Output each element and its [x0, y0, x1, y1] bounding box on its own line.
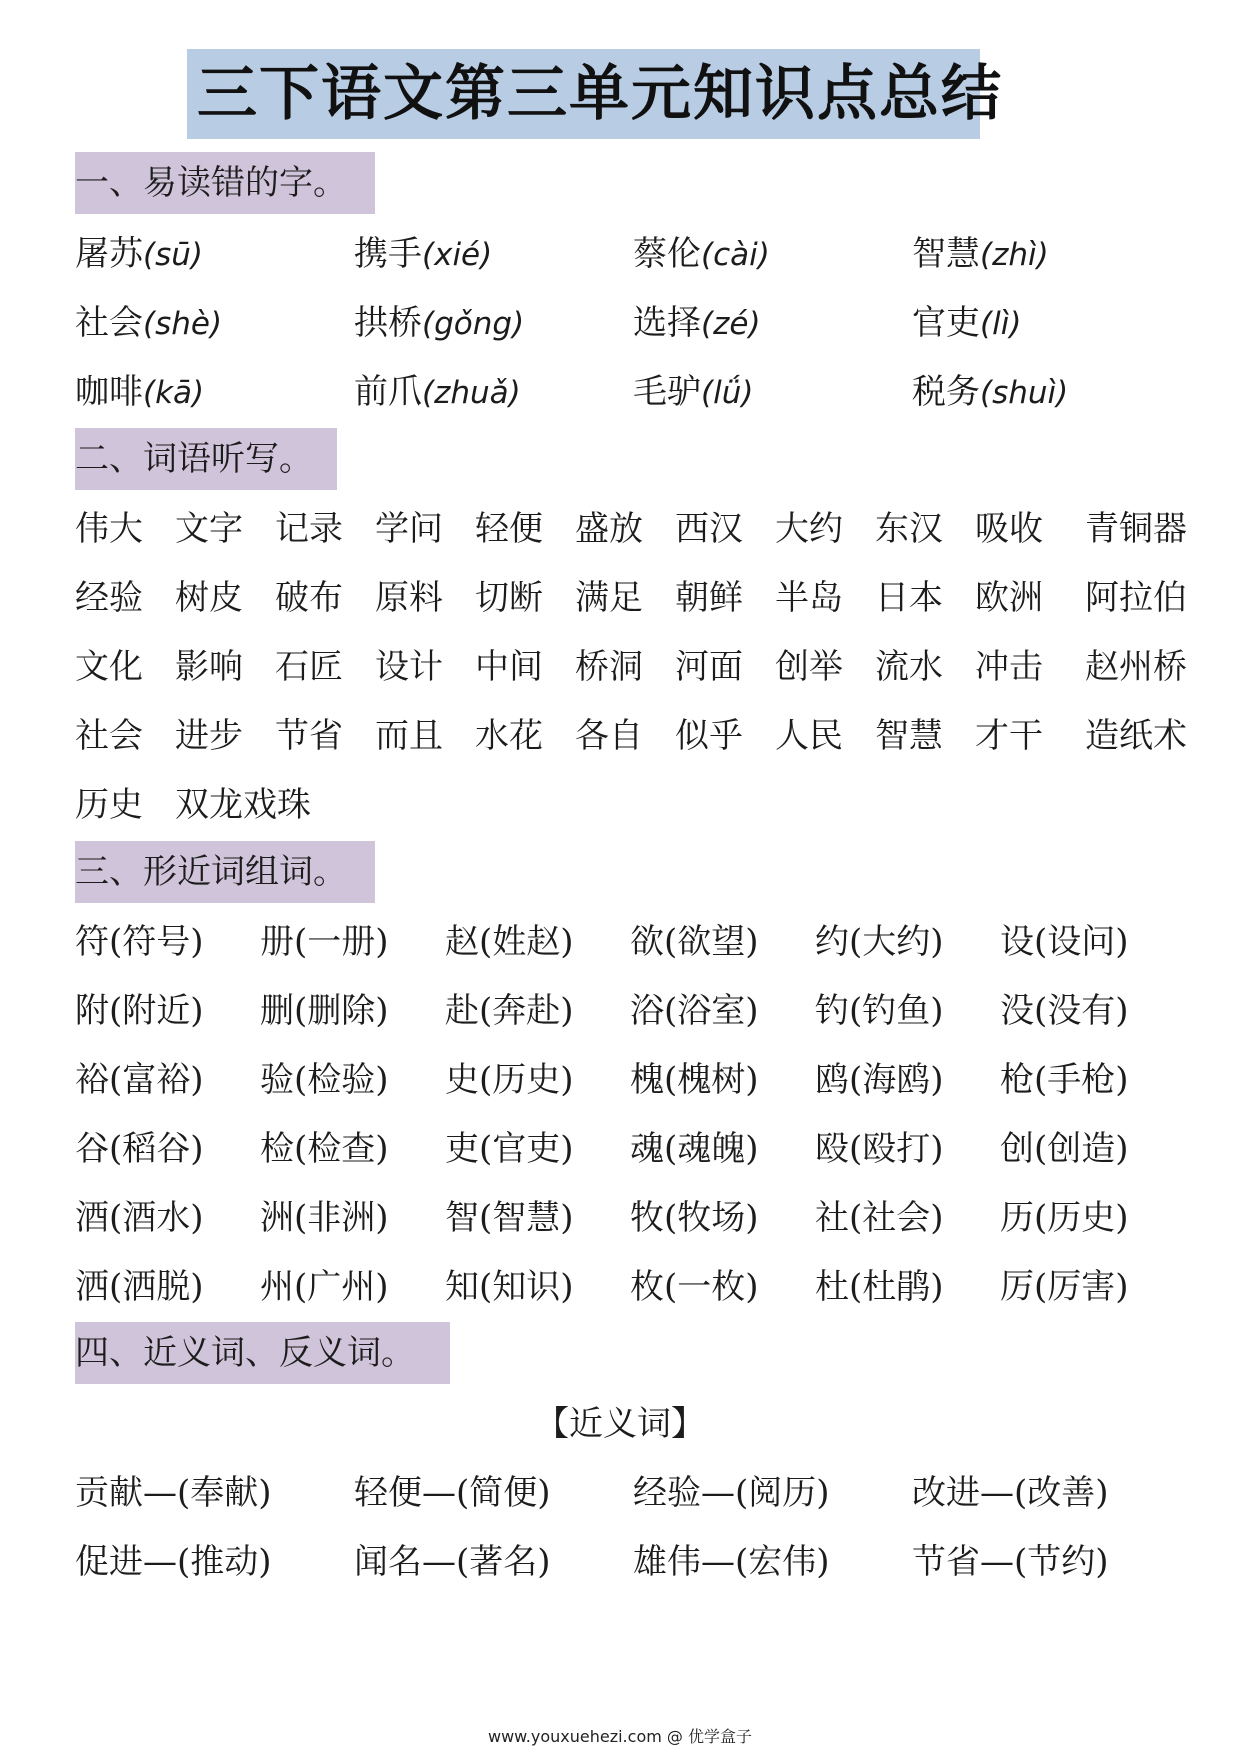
dictation-word: 水花 — [475, 716, 543, 756]
item-word: 税务 — [912, 372, 980, 412]
dictation-word: 赵州桥 — [1085, 647, 1187, 687]
item-pinyin: (gǒng) — [422, 306, 525, 342]
dictation-word: 破布 — [275, 578, 343, 618]
dictation-word: 流水 — [875, 647, 943, 687]
similar-char-item: 杜(杜鹃) — [815, 1267, 944, 1307]
misread-item — [75, 303, 222, 344]
item-pinyin: (zé) — [701, 306, 761, 342]
page-title: 三下语文第三单元知识点总结 — [187, 49, 980, 139]
dictation-word: 创举 — [775, 647, 843, 687]
similar-char-item: 裕(富裕) — [75, 1060, 204, 1100]
dictation-word: 学问 — [375, 509, 443, 549]
dictation-word: 似乎 — [675, 716, 743, 756]
item-pinyin: (shuì) — [980, 375, 1069, 411]
misread-item — [75, 234, 203, 275]
similar-char-item: 赵(姓赵) — [445, 922, 574, 962]
dictation-word: 伟大 — [75, 509, 143, 549]
similar-char-item: 约(大约) — [815, 922, 944, 962]
item-pinyin: (zhuǎ) — [422, 375, 521, 411]
similar-char-item: 历(历史) — [1000, 1198, 1129, 1238]
synonym-pair: 促进—(推动) — [75, 1542, 272, 1582]
footer-watermark: www.youxuehezi.com @ 优学盒子 — [488, 1727, 752, 1746]
section-heading-synonyms-antonyms: 四、近义词、反义词。 — [75, 1322, 450, 1384]
synonym-pair: 经验—(阅历) — [633, 1473, 830, 1513]
similar-char-item: 智(智慧) — [445, 1198, 574, 1238]
dictation-word: 轻便 — [475, 509, 543, 549]
dictation-word: 西汉 — [675, 509, 743, 549]
dictation-word: 青铜器 — [1085, 509, 1187, 549]
misread-item — [354, 372, 521, 413]
dictation-word: 社会 — [75, 716, 143, 756]
similar-char-item: 钓(钓鱼) — [815, 991, 944, 1031]
item-pinyin: (lǘ) — [701, 375, 754, 411]
dictation-word: 河面 — [675, 647, 743, 687]
item-word: 毛驴 — [633, 372, 701, 412]
dictation-word: 中间 — [475, 647, 543, 687]
item-word: 拱桥 — [354, 303, 422, 343]
similar-char-item: 检(检查) — [260, 1129, 389, 1169]
misread-item — [633, 303, 761, 344]
dictation-word: 石匠 — [275, 647, 343, 687]
item-word: 蔡伦 — [633, 234, 701, 274]
synonyms-subheading: 【近义词】 — [535, 1404, 705, 1444]
similar-char-item: 验(检验) — [260, 1060, 389, 1100]
dictation-word: 冲击 — [975, 647, 1043, 687]
similar-char-item: 知(知识) — [445, 1267, 574, 1307]
similar-char-item: 社(社会) — [815, 1198, 944, 1238]
similar-char-item: 州(广州) — [260, 1267, 389, 1307]
misread-item — [633, 372, 753, 413]
similar-char-item: 史(历史) — [445, 1060, 574, 1100]
synonym-pair: 轻便—(简便) — [354, 1473, 551, 1513]
section-heading-dictation: 二、词语听写。 — [75, 428, 337, 490]
dictation-word: 历史 — [75, 785, 143, 825]
similar-char-item: 洒(洒脱) — [75, 1267, 204, 1307]
misread-item — [912, 372, 1068, 413]
dictation-word: 切断 — [475, 578, 543, 618]
dictation-word: 双龙戏珠 — [175, 785, 311, 825]
item-pinyin: (lì) — [980, 306, 1022, 342]
dictation-word: 各自 — [575, 716, 643, 756]
similar-char-item: 删(删除) — [260, 991, 389, 1031]
similar-char-item: 创(创造) — [1000, 1129, 1129, 1169]
similar-char-item: 厉(厉害) — [1000, 1267, 1129, 1307]
similar-char-item: 没(没有) — [1000, 991, 1129, 1031]
misread-item — [354, 234, 492, 275]
dictation-word: 经验 — [75, 578, 143, 618]
dictation-word: 文化 — [75, 647, 143, 687]
similar-char-item: 殴(殴打) — [815, 1129, 944, 1169]
similar-char-item: 附(附近) — [75, 991, 204, 1031]
dictation-word: 造纸术 — [1085, 716, 1187, 756]
synonym-pair: 改进—(改善) — [912, 1473, 1109, 1513]
item-pinyin: (cài) — [701, 237, 770, 273]
dictation-word: 树皮 — [175, 578, 243, 618]
similar-char-item: 枪(手枪) — [1000, 1060, 1129, 1100]
similar-char-item: 魂(魂魄) — [630, 1129, 759, 1169]
similar-char-item: 吏(官吏) — [445, 1129, 574, 1169]
dictation-word: 而且 — [375, 716, 443, 756]
item-pinyin: (xié) — [422, 237, 493, 273]
synonym-pair: 节省—(节约) — [912, 1542, 1109, 1582]
similar-char-item: 酒(酒水) — [75, 1198, 204, 1238]
dictation-word: 阿拉伯 — [1085, 578, 1187, 618]
similar-char-item: 谷(稻谷) — [75, 1129, 204, 1169]
similar-char-item: 浴(浴室) — [630, 991, 759, 1031]
similar-char-item: 枚(一枚) — [630, 1267, 759, 1307]
dictation-word: 设计 — [375, 647, 443, 687]
dictation-word: 盛放 — [575, 509, 643, 549]
item-pinyin: (sū) — [143, 237, 203, 273]
dictation-word: 日本 — [875, 578, 943, 618]
misread-item — [633, 234, 770, 275]
item-word: 前爪 — [354, 372, 422, 412]
misread-item — [912, 234, 1049, 275]
item-word: 选择 — [633, 303, 701, 343]
dictation-word: 朝鲜 — [675, 578, 743, 618]
item-word: 智慧 — [912, 234, 980, 274]
item-word: 屠苏 — [75, 234, 143, 274]
dictation-word: 才干 — [975, 716, 1043, 756]
dictation-word: 欧洲 — [975, 578, 1043, 618]
dictation-word: 原料 — [375, 578, 443, 618]
dictation-word: 节省 — [275, 716, 343, 756]
misread-item — [354, 303, 524, 344]
item-word: 官吏 — [912, 303, 980, 343]
similar-char-item: 设(设问) — [1000, 922, 1129, 962]
dictation-word: 东汉 — [875, 509, 943, 549]
dictation-word: 大约 — [775, 509, 843, 549]
synonym-pair: 闻名—(著名) — [354, 1542, 551, 1582]
similar-char-item: 鸥(海鸥) — [815, 1060, 944, 1100]
dictation-word: 人民 — [775, 716, 843, 756]
dictation-word: 进步 — [175, 716, 243, 756]
synonym-pair: 雄伟—(宏伟) — [633, 1542, 830, 1582]
misread-item — [912, 303, 1021, 344]
section-heading-misread-characters: 一、易读错的字。 — [75, 152, 375, 214]
similar-char-item: 牧(牧场) — [630, 1198, 759, 1238]
similar-char-item: 欲(欲望) — [630, 922, 759, 962]
dictation-word: 影响 — [175, 647, 243, 687]
item-word: 携手 — [354, 234, 422, 274]
similar-char-item: 槐(槐树) — [630, 1060, 759, 1100]
section-heading-similar-characters: 三、形近词组词。 — [75, 841, 375, 903]
misread-item — [75, 372, 204, 413]
dictation-word: 吸收 — [975, 509, 1043, 549]
dictation-word: 满足 — [575, 578, 643, 618]
dictation-word: 智慧 — [875, 716, 943, 756]
item-word: 咖啡 — [75, 372, 143, 412]
item-pinyin: (shè) — [143, 306, 223, 342]
dictation-word: 文字 — [175, 509, 243, 549]
dictation-word: 桥洞 — [575, 647, 643, 687]
dictation-word: 半岛 — [775, 578, 843, 618]
item-pinyin: (kā) — [143, 375, 205, 411]
similar-char-item: 洲(非洲) — [260, 1198, 389, 1238]
similar-char-item: 册(一册) — [260, 922, 389, 962]
item-pinyin: (zhì) — [980, 237, 1049, 273]
similar-char-item: 赴(奔赴) — [445, 991, 574, 1031]
synonym-pair: 贡献—(奉献) — [75, 1473, 272, 1513]
item-word: 社会 — [75, 303, 143, 343]
dictation-word: 记录 — [275, 509, 343, 549]
similar-char-item: 符(符号) — [75, 922, 204, 962]
